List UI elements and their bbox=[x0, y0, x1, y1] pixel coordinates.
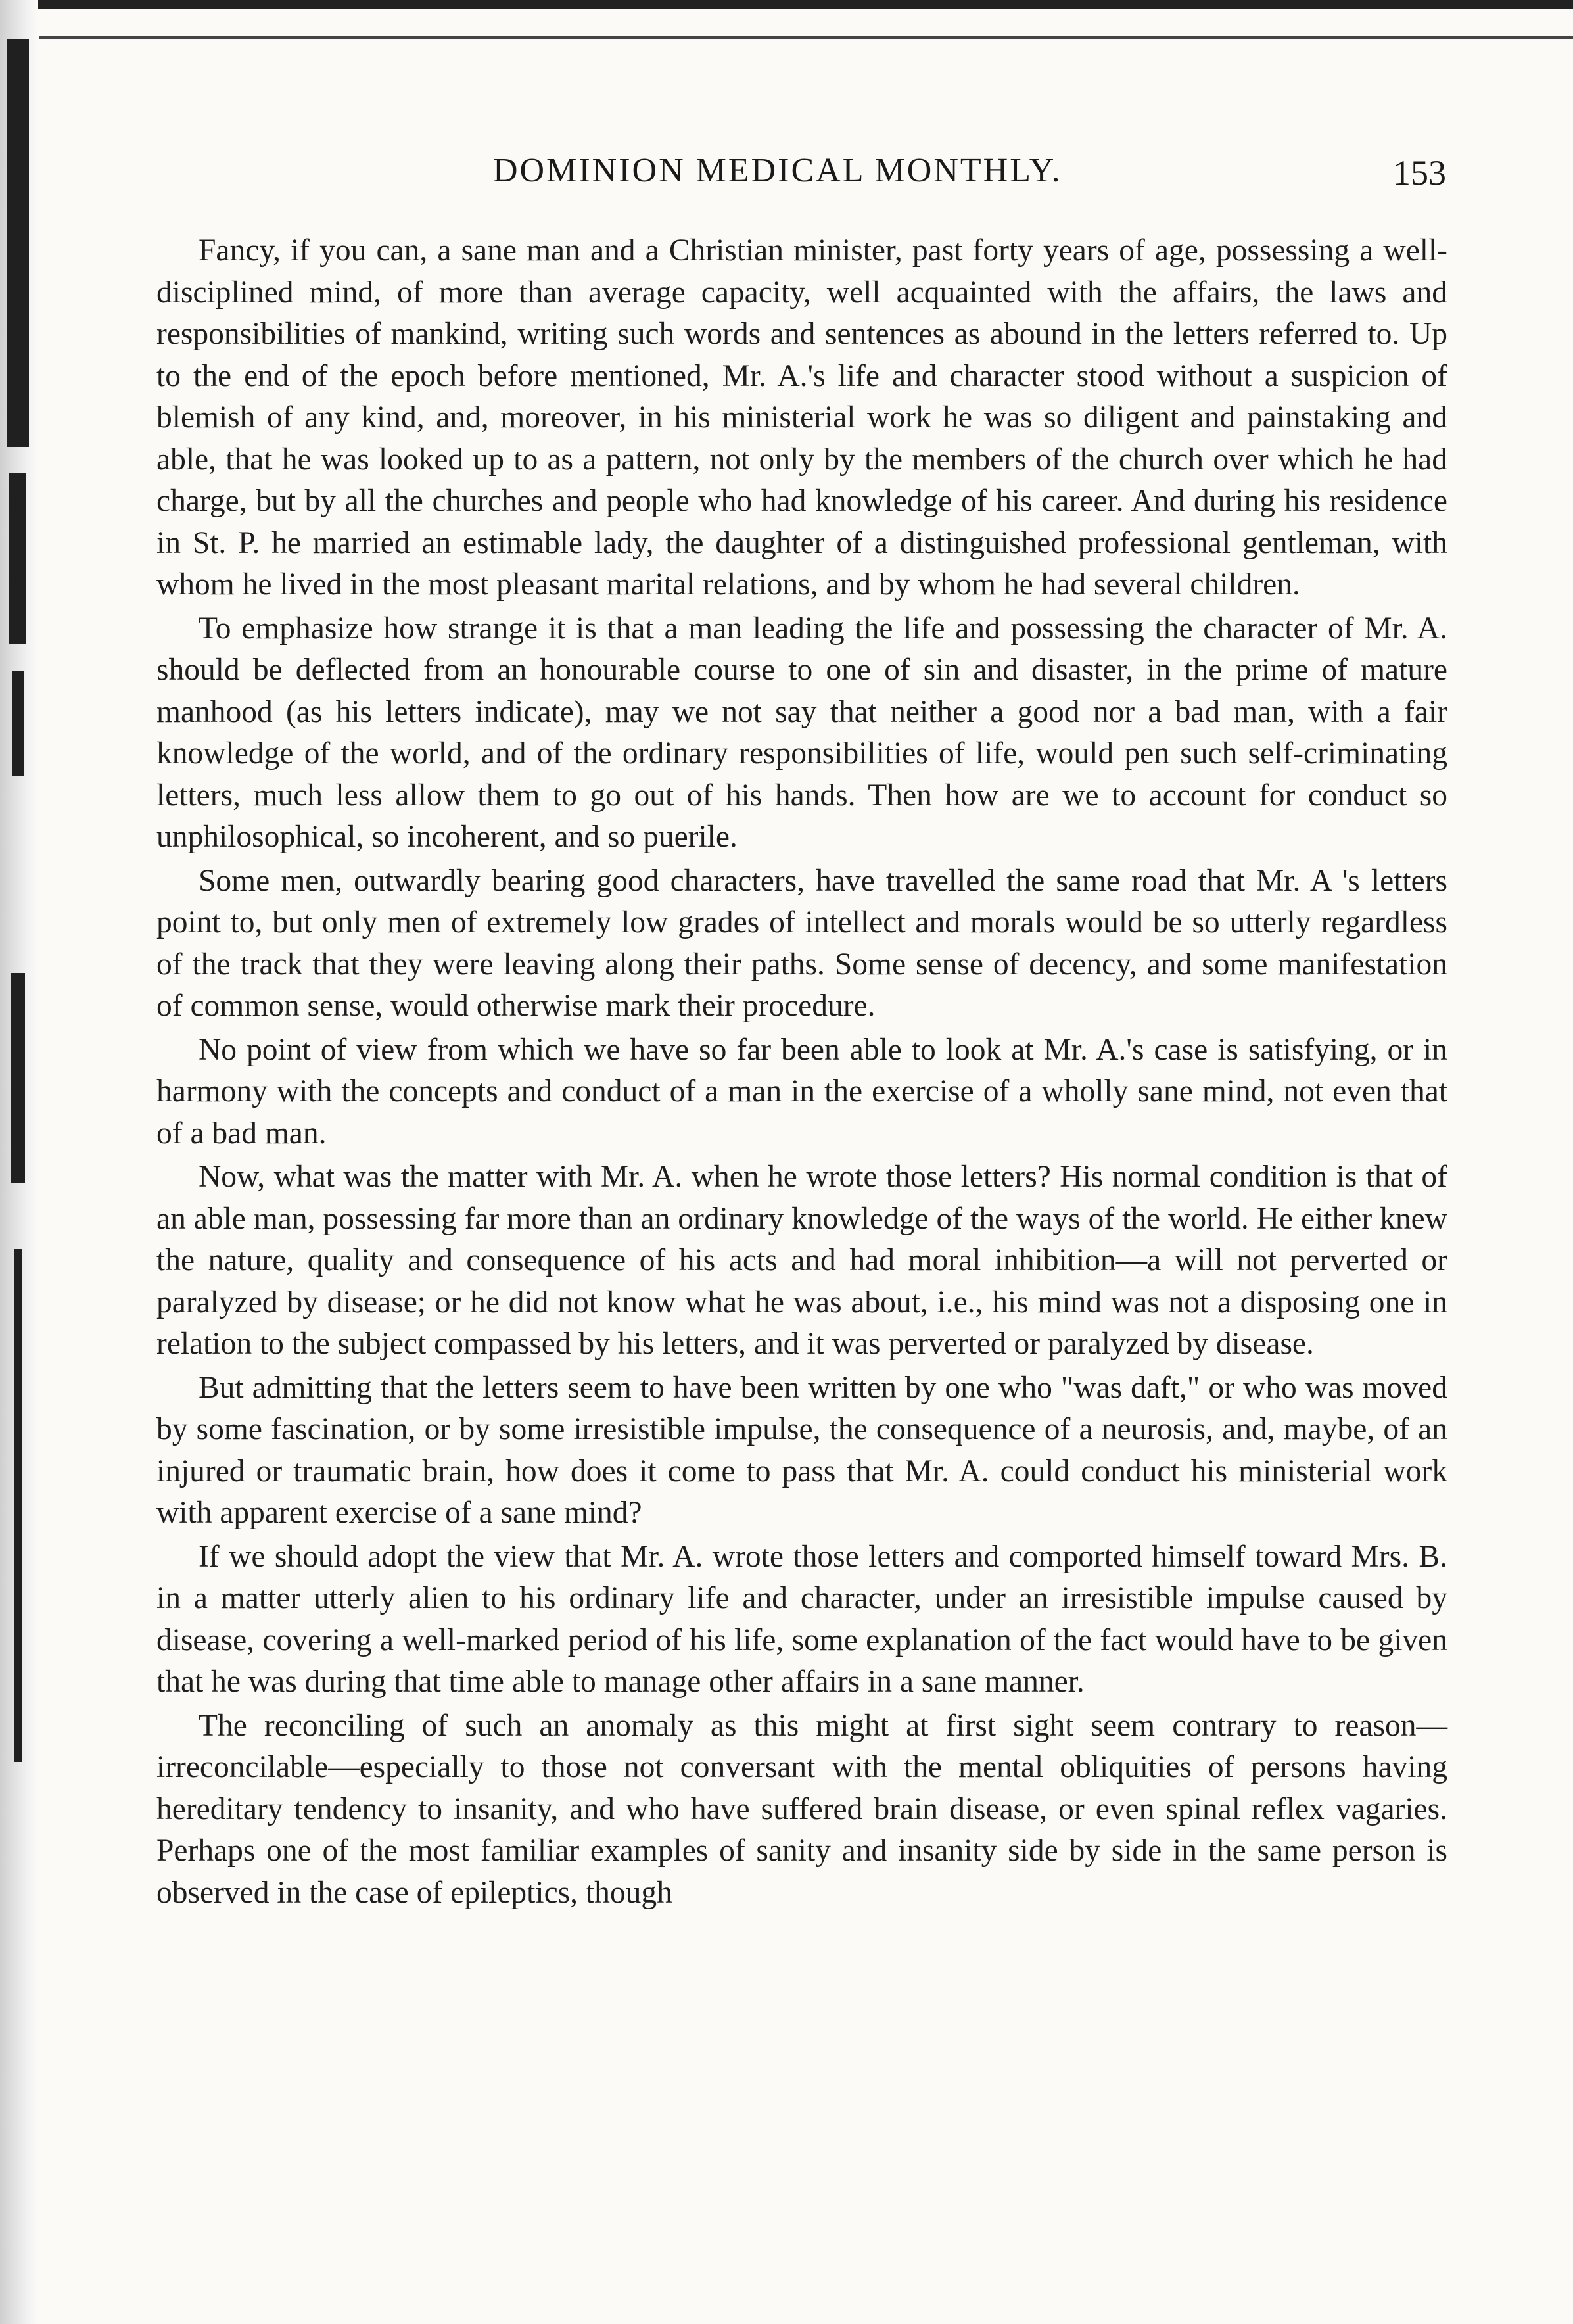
header-rule bbox=[39, 36, 1573, 39]
running-head bbox=[158, 151, 1446, 197]
journal-title: DOMINION MEDICAL MONTHLY. bbox=[493, 152, 1062, 189]
binding-shadow bbox=[7, 39, 29, 447]
paragraph: The reconciling of such an anomaly as this might at first sight seem contrary to reason—irreconcilable—especially to those not conversant with the mental obliquities of persons having hereditary tendency to insanity, and who have suffered brain disease, or even spinal reflex vagaries. Perhaps one of the most familiar examples of sanity and insanity side by side in the same person is observed in the case of epileptics, though bbox=[156, 1708, 1447, 1910]
paragraph: To emphasize how strange it is that a man leading the life and possessing the character of Mr. A. should be deflected from an honourable course to one of sin and disaster, in the prime of mature manhood (as his letters indicate), may we not say that neither a good nor a bad man, with a fair knowledge of the world, and of the ordinary responsibilities of life, would pen such self-criminating letters, much less allow them to go out of his hands. Then how are we to account for conduct so unphilosophical, so incoherent, and so puerile. bbox=[156, 611, 1447, 854]
binding-shadow bbox=[11, 973, 25, 1183]
paragraph: Fancy, if you can, a sane man and a Christian minister, past forty years of age, possessing a well-disciplined mind, of more than average capacity, well acquainted with the affairs, the laws and responsibilities of mankind, writing such words and sentences as abound in the letters referred to. Up to the end of the epoch before mentioned, Mr. A.'s life and character stood without a suspicion of blemish of any kind, and, moreover, in his ministerial work he was so diligent and painstaking and able, that he was looked up to as a pattern, not only by the members of the church over which he had charge, but by all the churches and people who had knowledge of his career. And during his residence in St. P. he married an estimable lady, the daughter of a distinguished professional gentleman, with whom he lived in the most pleasant marital relations, and by whom he had several children. bbox=[156, 233, 1447, 602]
paragraph: Some men, outwardly bearing good characters, have travelled the same road that Mr. A 's letters point to, but only men of extremely low grades of intellect and morals would be so utterly regardless of the track that they were leaving along their paths. Some sense of decency, and some manifestation of common sense, would otherwise mark their procedure. bbox=[156, 863, 1447, 1023]
article-body bbox=[156, 230, 1447, 1914]
binding-shadow bbox=[9, 473, 26, 644]
paragraph: No point of view from which we have so far been able to look at Mr. A.'s case is satisfying, or in harmony with the concepts and conduct of a man in the exercise of a wholly sane mind, not even that of a bad man. bbox=[156, 1032, 1447, 1150]
binding-shadow bbox=[14, 1249, 22, 1762]
paragraph: But admitting that the letters seem to have been written by one who "was daft," or who was moved by some fascination, or by some irresistible impulse, the consequence of a neurosis, and, maybe, of an injured or traumatic brain, how does it come to pass that Mr. A. could conduct his ministerial work with apparent exercise of a sane mind? bbox=[156, 1370, 1447, 1530]
paragraph: If we should adopt the view that Mr. A. wrote those letters and comported himself toward Mrs. B. in a matter utterly alien to his ordinary life and character, under an irresistible impulse caused by disease, covering a well-marked period of his life, some explanation of the fact would have to be given that he was during that time able to manage other affairs in a sane manner. bbox=[156, 1539, 1447, 1699]
page-number: 153 bbox=[1393, 153, 1446, 193]
binding-edge bbox=[0, 0, 38, 2324]
paragraph: Now, what was the matter with Mr. A. when he wrote those letters? His normal condition is that of an able man, possessing far more than an ordinary knowledge of the ways of the world. He either knew the nature, quality and consequence of his acts and had moral inhibition—a will not perverted or paralyzed by disease; or he did not know what he was about, i.e., his mind was not a disposing one in relation to the subject compassed by his letters, and it was perverted or paralyzed by disease. bbox=[156, 1160, 1447, 1361]
binding-shadow bbox=[12, 671, 24, 776]
top-edge-rule bbox=[0, 0, 1573, 9]
